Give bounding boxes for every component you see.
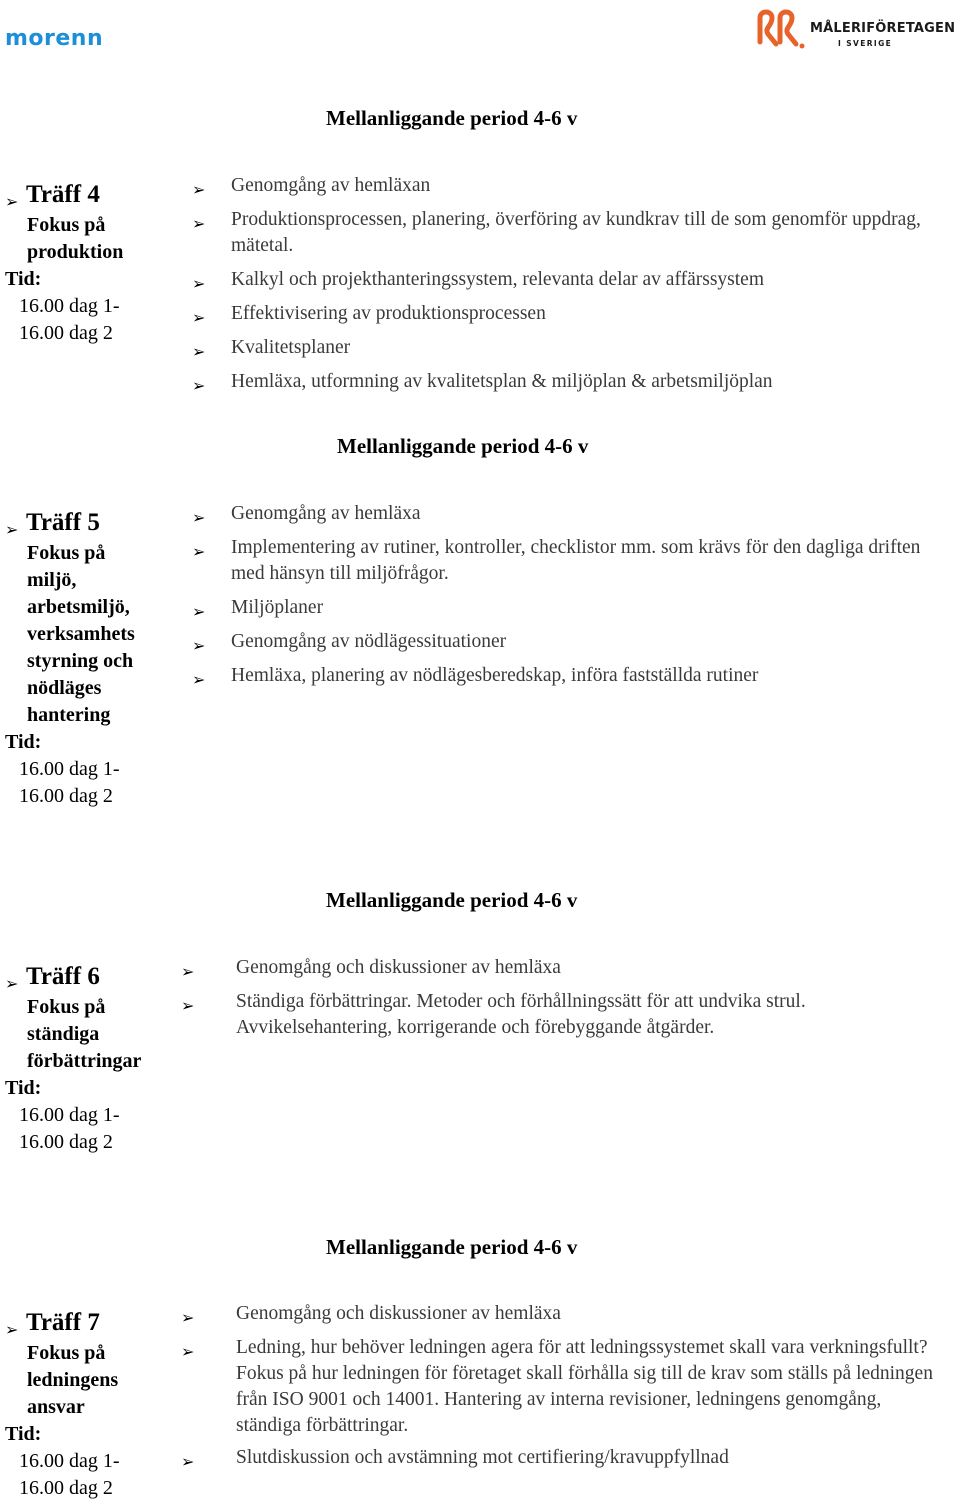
agenda-list (181, 955, 926, 1049)
focus-line: styrning och (27, 650, 134, 672)
agenda-item: ➢ Genomgång och diskussioner av hemläxa (236, 1301, 948, 1327)
arrow-bullet-icon: ➢ (192, 672, 206, 689)
tid-label: Tid: (5, 268, 42, 290)
meeting-info (5, 1308, 170, 1502)
focus-line: verksamhets (27, 623, 135, 645)
focus-line: förbättringar (27, 1050, 142, 1072)
arrow-bullet-icon: ➢ (192, 276, 206, 293)
arrow-bullet-icon: ➢ (192, 344, 206, 361)
arrow-bullet-icon: ➢ (192, 638, 206, 655)
period-heading: Mellanliggande period 4-6 v (326, 888, 578, 912)
focus-line: miljö, (27, 569, 77, 591)
agenda-item: ➢ Genomgång och diskussioner av hemläxa (236, 955, 926, 981)
agenda-list (192, 501, 921, 697)
agenda-item: ➢ Genomgång av hemläxa (231, 501, 921, 527)
agenda-item: ➢ Implementering av rutiner, kontroller, checklistor mm. som krävs för den dagliga driften med hänsyn till miljöfrågor. (192, 537, 921, 584)
meeting-title: ➢ Träff 4 (5, 180, 165, 210)
arrow-bullet-icon: ➢ (5, 522, 19, 539)
agenda-item: ➢ Kvalitetsplaner (231, 335, 921, 361)
focus-line: Fokus på (27, 996, 106, 1018)
agenda-item: ➢ Genomgång av nödlägessituationer (231, 629, 921, 655)
agenda-item: ➢ Hemläxa, planering av nödlägesberedskap, införa fastställda rutiner (231, 663, 921, 689)
focus-line: hantering (27, 704, 111, 726)
arrow-bullet-icon: ➢ (181, 1454, 195, 1471)
arrow-bullet-icon: ➢ (192, 604, 206, 621)
meeting-title: ➢ Träff 7 (5, 1308, 170, 1338)
focus-line: arbetsmiljö, (27, 596, 130, 618)
arrow-bullet-icon: ➢ (181, 1310, 195, 1327)
agenda-item: ➢ Miljöplaner (231, 595, 921, 621)
agenda-item-detail: Fokus på hur ledningen för företaget skall förhålla sig till de krav som ställs på ledningen från ISO 9001 och 14001. Hantering av interna revisioner, ledningens genomgång, ständiga förbättringar. (236, 1363, 933, 1436)
meeting-info (5, 962, 170, 1156)
tid-label: Tid: (5, 731, 42, 753)
logo-subtitle: I SVERIGE (838, 39, 893, 48)
arrow-bullet-icon: ➢ (192, 310, 206, 327)
agenda-item: ➢ Produktionsprocessen, planering, överföring av kundkrav till de som genomför uppdrag, mätetal. (192, 209, 921, 256)
focus-line: nödläges (27, 677, 102, 699)
time-line: 16.00 dag 2 (19, 322, 113, 344)
arrow-bullet-icon: ➢ (192, 216, 206, 233)
arrow-bullet-icon: ➢ (5, 976, 19, 993)
arrow-bullet-icon: ➢ (192, 182, 206, 199)
arrow-bullet-icon: ➢ (181, 964, 195, 981)
period-heading: Mellanliggande period 4-6 v (337, 434, 589, 458)
arrow-bullet-icon: ➢ (181, 1344, 195, 1361)
logo-name: MÅLERIFÖRETAGEN (810, 21, 956, 36)
meeting-info (5, 508, 170, 810)
period-heading: Mellanliggande period 4-6 v (326, 106, 578, 130)
time-line: 16.00 dag 2 (19, 1131, 113, 1153)
focus-line: Fokus på (27, 1342, 106, 1364)
tid-label: Tid: (5, 1423, 42, 1445)
time-line: 16.00 dag 2 (19, 785, 113, 807)
arrow-bullet-icon: ➢ (5, 194, 19, 211)
arrow-bullet-icon: ➢ (192, 378, 206, 395)
arrow-bullet-icon: ➢ (192, 544, 206, 561)
meeting-info (5, 180, 165, 347)
agenda-item: ➢ Slutdiskussion och avstämning mot certifiering/kravuppfyllnad (236, 1445, 948, 1471)
time-line: 16.00 dag 1- (19, 295, 120, 317)
arrow-bullet-icon: ➢ (181, 998, 195, 1015)
arrow-bullet-icon: ➢ (192, 510, 206, 527)
focus-line: ansvar (27, 1396, 85, 1418)
meeting-title: ➢ Träff 6 (5, 962, 170, 992)
agenda-item: ➢ Ständiga förbättringar. Metoder och förhållningssätt för att undvika strul. Avvikelsehantering, korrigerande och förebyggande åtgärder. (181, 991, 806, 1038)
meeting-title: ➢ Träff 5 (5, 508, 170, 538)
time-line: 16.00 dag 1- (19, 758, 120, 780)
maleriforetagen-emblem-icon (752, 4, 808, 50)
tid-label: Tid: (5, 1077, 42, 1099)
agenda-item: ➢ Hemläxa, utformning av kvalitetsplan & miljöplan & arbetsmiljöplan (231, 369, 921, 395)
time-line: 16.00 dag 1- (19, 1450, 120, 1472)
agenda-item: ➢ Ledning, hur behöver ledningen agera för att ledningssystemet skall vara verkningsfullt? Fokus på hur ledningen för företaget skall förhålla sig till de krav som ställs på ledningen från ISO 9001 och 14001. Hantering av interna revisioner, ledningens genomgång, ständiga förbättringar. (236, 1335, 948, 1439)
focus-line: Fokus på (27, 214, 106, 236)
focus-line: ledningens (27, 1369, 119, 1391)
morenn-logo: morenn (5, 26, 104, 51)
agenda-list (192, 173, 921, 403)
agenda-item: ➢ Effektivisering av produktionsprocessen (231, 301, 921, 327)
time-line: 16.00 dag 2 (19, 1477, 113, 1499)
agenda-item: ➢ Kalkyl och projekthanteringssystem, relevanta delar av affärssystem (231, 267, 921, 293)
agenda-list (181, 1301, 948, 1479)
maleriforetagen-logo (752, 4, 958, 50)
focus-line: ständiga (27, 1023, 100, 1045)
focus-line: Fokus på (27, 542, 106, 564)
agenda-item: ➢ Genomgång av hemläxan (231, 173, 921, 199)
time-line: 16.00 dag 1- (19, 1104, 120, 1126)
focus-line: produktion (27, 241, 124, 263)
period-heading: Mellanliggande period 4-6 v (326, 1235, 578, 1259)
arrow-bullet-icon: ➢ (5, 1322, 19, 1339)
